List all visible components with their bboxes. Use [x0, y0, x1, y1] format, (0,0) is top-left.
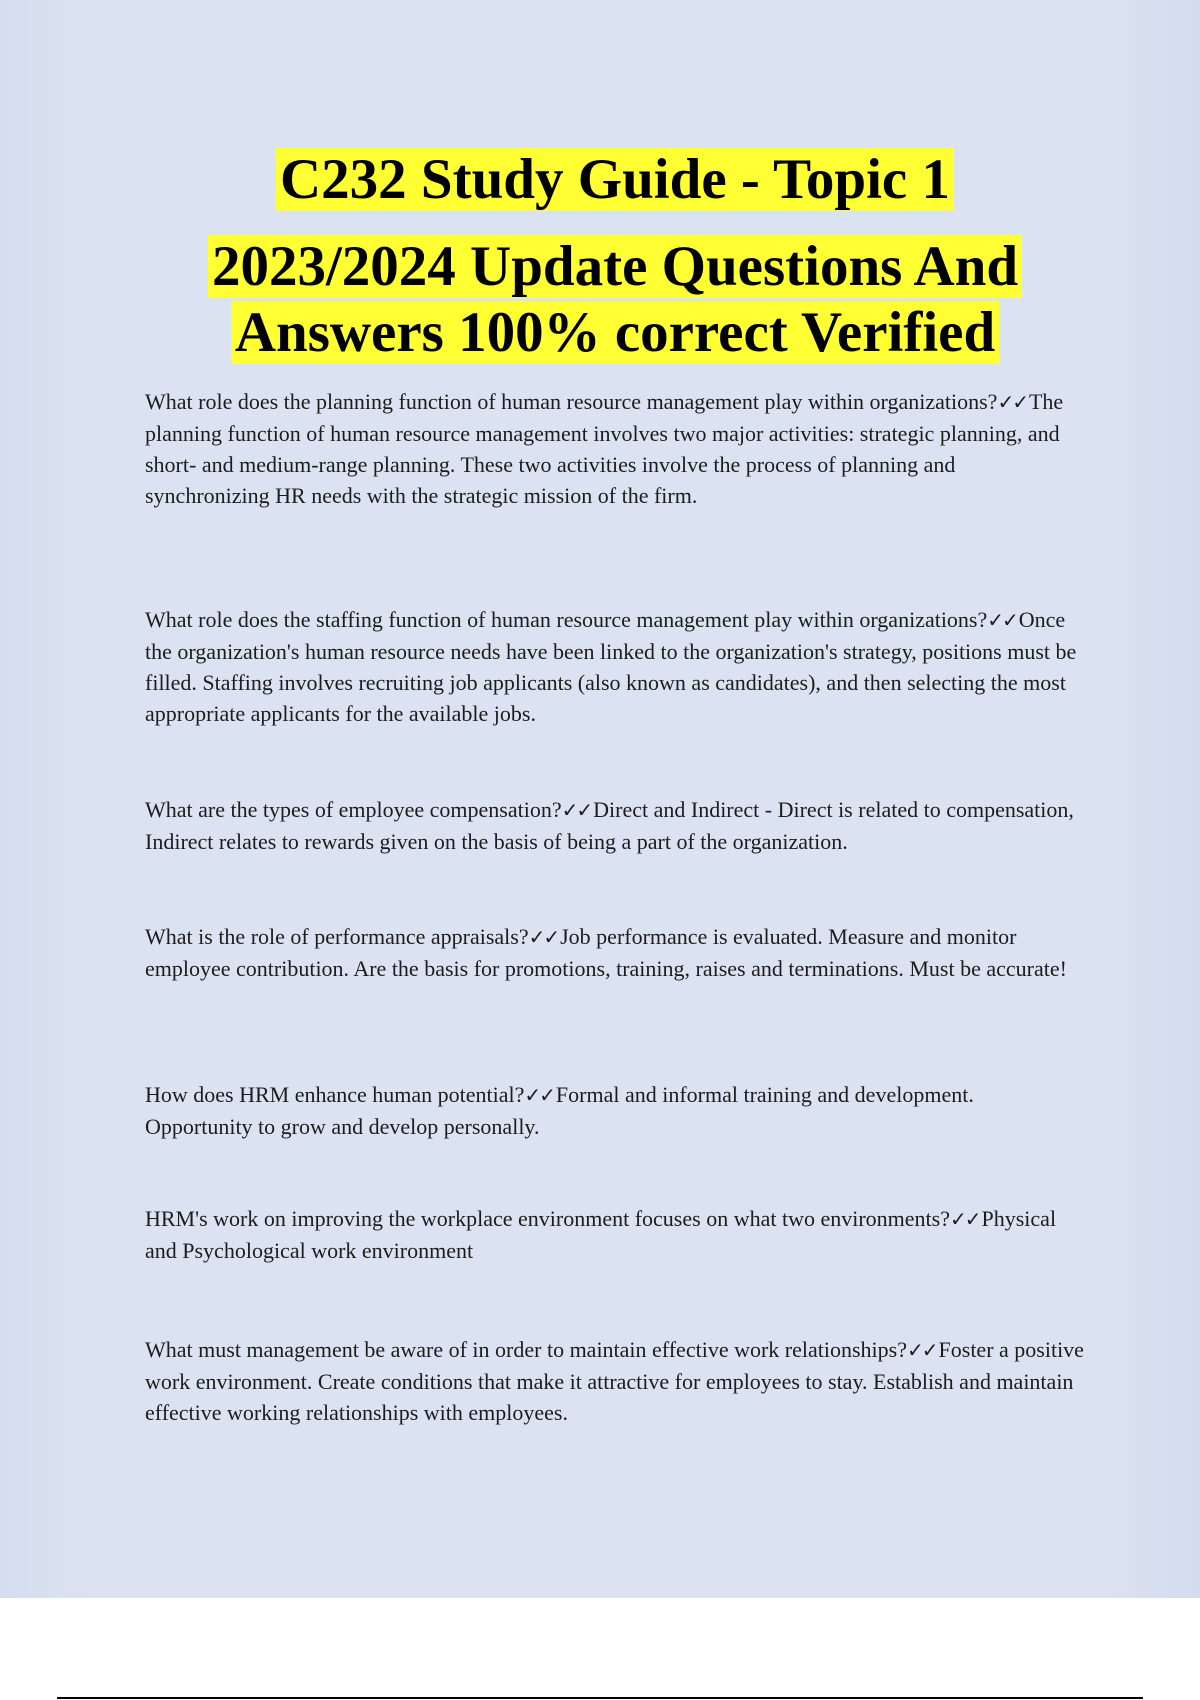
answer-text: Foster a positive work environment. Create conditions that make it attractive for employees to stay. Establish and maintain effective working relationships with employees. [145, 1337, 1084, 1425]
qa-item [145, 794, 1085, 857]
question-text: What are the types of employee compensation? [145, 797, 562, 822]
check-icon: ✓✓ [528, 925, 559, 949]
check-icon: ✓✓ [949, 1207, 980, 1231]
check-icon: ✓✓ [907, 1338, 937, 1362]
question-text: What role does the planning function of human resource management play within organizations? [145, 389, 998, 414]
answer-text: The planning function of human resource management involves two major activities: strategic planning, and short- and medium-range planning. These two activities involve the process of planning and synchronizing HR needs with the strategic mission of the firm. [145, 389, 1064, 508]
qa-item [145, 1203, 1085, 1266]
title-line-1 [145, 148, 1085, 212]
qa-item [145, 921, 1085, 984]
qa-item [145, 1334, 1085, 1428]
title-line-1-text: C232 Study Guide - Topic 1 [276, 148, 954, 211]
answer-text: Physical and Psychological work environment [145, 1206, 1057, 1263]
question-text: What role does the staffing function of human resource management play within organizations? [145, 607, 988, 632]
title-line-2-text: 2023/2024 Update Questions And Answers 100% correct Verified [208, 235, 1022, 364]
qa-item [145, 1079, 1085, 1142]
question-text: What must management be aware of in order to maintain effective work relationships? [145, 1337, 907, 1362]
qa-item [145, 386, 1085, 511]
answer-text: Job performance is evaluated. Measure and monitor employee contribution. Are the basis for promotions, training, raises and terminations. Must be accurate! [145, 924, 1067, 981]
question-text: What is the role of performance appraisals? [145, 924, 529, 949]
check-icon: ✓✓ [997, 390, 1027, 414]
answer-text: Once the organization's human resource needs have been linked to the organization's strategy, positions must be filled. Staffing involves recruiting job applicants (also known as candidates), and then selecting the most appropriate applicants for the available jobs. [145, 607, 1077, 726]
check-icon: ✓✓ [561, 798, 592, 822]
title-line-2 [145, 234, 1085, 366]
answer-text: Formal and informal training and development. Opportunity to grow and develop personally. [145, 1082, 974, 1139]
question-text: How does HRM enhance human potential? [145, 1082, 525, 1107]
page-divider [57, 1697, 1143, 1699]
check-icon: ✓✓ [987, 608, 1017, 632]
question-text: HRM's work on improving the workplace environment focuses on what two environments? [145, 1206, 950, 1231]
answer-text: Direct and Indirect - Direct is related to compensation, Indirect relates to rewards given on the basis of being a part of the organization. [145, 797, 1074, 854]
qa-item [145, 604, 1085, 729]
document-title [145, 148, 1085, 366]
check-icon: ✓✓ [524, 1083, 554, 1107]
